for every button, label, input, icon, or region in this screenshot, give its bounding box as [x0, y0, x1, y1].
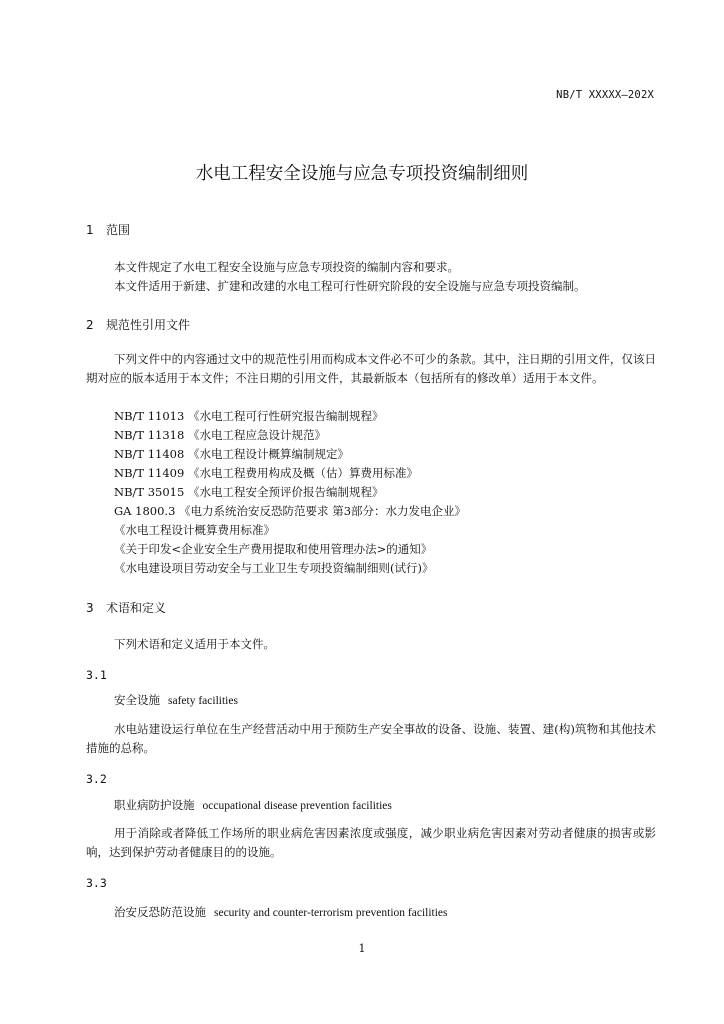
- section-number: 1: [86, 223, 94, 237]
- term-heading: [114, 692, 238, 708]
- reference-item: NB/T 35015 《水电工程安全预评价报告编制规程》: [114, 485, 384, 499]
- section-1-heading: [86, 221, 130, 238]
- term-number: 3.3: [86, 876, 107, 890]
- term-chinese: 治安反恐防范设施: [114, 905, 206, 919]
- reference-item: 《水电工程设计概算费用标准》: [114, 523, 275, 537]
- term-english: occupational disease prevention facilities: [202, 800, 392, 812]
- term-english: safety facilities: [168, 695, 238, 707]
- reference-item: GA 1800.3 《电力系统治安反恐防范要求 第3部分：水力发电企业》: [114, 504, 467, 518]
- section-2-intro: 下列文件中的内容通过文中的规范性引用而构成本文件必不可少的条款。其中，注日期的引用文件，仅该日期对应的版本适用于本文件；不注日期的引用文件，其最新版本（包括所有的修改单）适用于本文件。: [86, 352, 656, 385]
- term-heading: [114, 797, 392, 813]
- document-title: 水电工程安全设施与应急专项投资编制细则: [195, 164, 529, 184]
- reference-item: 《关于印发<企业安全生产费用提取和使用管理办法>的通知》: [114, 542, 433, 556]
- page-number: 1: [358, 942, 366, 955]
- section-3-intro: 下列术语和定义适用于本文件。: [114, 637, 275, 651]
- reference-item: NB/T 11318 《水电工程应急设计规范》: [114, 428, 326, 442]
- term-definition: 水电站建设运行单位在生产经营活动中用于预防生产安全事故的设备、设施、装置、建(构)筑物和其他技术措施的总称。: [86, 722, 656, 755]
- standard-number: NB/T XXXXX—202X: [556, 89, 654, 101]
- section-number: 3: [86, 601, 94, 615]
- term-chinese: 职业病防护设施: [114, 798, 195, 812]
- reference-item: NB/T 11013 《水电工程可行性研究报告编制规程》: [114, 409, 384, 423]
- term-heading: [114, 904, 448, 920]
- term-chinese: 安全设施: [114, 693, 160, 707]
- section-title: 范围: [106, 223, 131, 237]
- term-english: security and counter-terrorism prevention facilities: [214, 907, 448, 919]
- section-1-paragraph-2: 本文件适用于新建、扩建和改建的水电工程可行性研究阶段的安全设施与应急专项投资编制。: [114, 279, 586, 293]
- section-title: 术语和定义: [106, 601, 167, 615]
- section-2-heading: [86, 316, 190, 333]
- section-number: 2: [86, 318, 94, 332]
- reference-item: 《水电建设项目劳动安全与工业卫生专项投资编制细则(试行)》: [114, 561, 434, 575]
- reference-item: NB/T 11409 《水电工程费用构成及概（估）算费用标准》: [114, 466, 418, 480]
- term-definition: 用于消除或者降低工作场所的职业病危害因素浓度或强度，减少职业病危害因素对劳动者健康的损害或影响，达到保护劳动者健康目的的设施。: [86, 826, 656, 859]
- term-number: 3.1: [86, 668, 107, 682]
- section-title: 规范性引用文件: [106, 318, 191, 332]
- section-1-paragraph-1: 本文件规定了水电工程安全设施与应急专项投资的编制内容和要求。: [114, 260, 459, 274]
- reference-item: NB/T 11408 《水电工程设计概算编制规定》: [114, 447, 349, 461]
- section-3-heading: [86, 599, 166, 616]
- term-number: 3.2: [86, 772, 107, 786]
